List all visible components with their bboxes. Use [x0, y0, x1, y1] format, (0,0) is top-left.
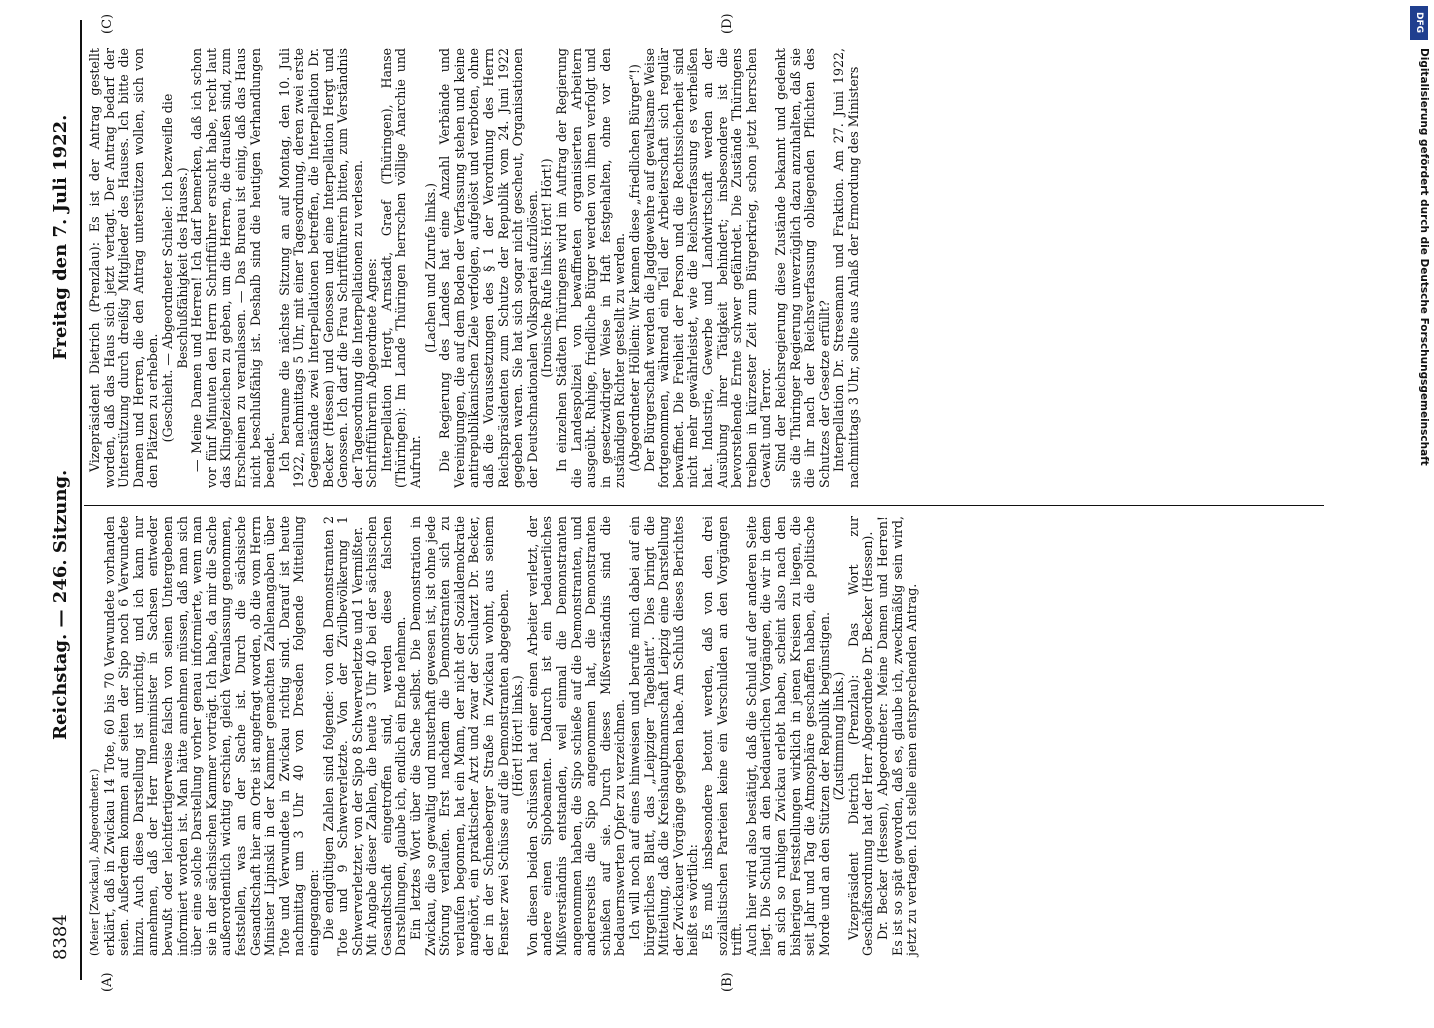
dfg-credit: Digitalisierung gefördert durch die Deutsche Forschungsgemeinschaft — [1418, 48, 1430, 466]
dfg-logo: DFG — [1410, 6, 1428, 40]
left-column — [88, 516, 920, 956]
paragraph: Ein letztes Wort über die Sache selbst. Die Demonstration in Zwickau, die so gewaltig und musterhaft gewesen ist, ist ohne jede Störung verlaufen. Erst nachdem die Demonstranten sich zu verlaufen begonnen, hat ein Mann, der nicht der Sozialdemokratie angehört, ein praktischer Arzt und zwar der Schularzt Dr. Becker, der in der Schneeberger Straße in Zwickau wohnt, aus seinem Fenster zwei Schüsse auf die Demonstranten abgegeben. — [408, 516, 511, 956]
paragraph: erklärt, daß in Zwickau 14 Tote, 60 bis 70 Verwundete vorhanden seien. Außerdem kommen auf seiten der Sipo noch 6 Verwundete hinzu. Auch diese Darstellung ist unrichtig, und ich kann nur annehmen, daß der Herr Innenminister in Sachsen entweder bewußt oder leichtfertigerweise falsch von seinen Untergebenen informiert worden ist. Man hätte annehmen müssen, daß man sich über eine solche Darstellung vorher genau informierte, wenn man sie in der sächsischen Kammer vorträgt. Ich habe, da mir die Sache außerordentlich wichtig erschien, gleich Veranlassung genommen, feststellen, was an der Sache ist. Durch die sächsische Gesandtschaft hier am Orte ist angefragt worden, ob die vom Herrn Minister Lipinski in der Kammer gemachten Zahlenangaben über Tote und Verwundete in Zwickau richtig sind. Darauf ist heute nachmittag um 3 Uhr 40 von Dresden folgende Mitteilung eingegangen: — [101, 516, 321, 956]
paragraph: Ich beraume die nächste Sitzung an auf Montag, den 10. Juli 1922, nachmittags 5 Uhr, mit einer Tagesordnung, deren zwei erste Gegenstände zwei Interpellationen betreffen, die Interpellation Dr. Becker (Hessen) und Genossen und eine Interpellation Hergt und Genossen. Ich darf die Frau Schriftführerin bitten, zum Verständnis der Tagesordnung die Interpellationen zu verlesen. — [276, 48, 365, 488]
running-header — [50, 40, 80, 960]
interpellation: Interpellation Hergt, Arnstadt, Graef (Thüringen), Hanse (Thüringen): Im Lande Thüringen herrschen völlige Anarchie und Aufruhr. — [378, 48, 424, 488]
dfg-strip — [1404, 0, 1434, 1000]
session-date: Freitag den 7. Juli 1922. — [50, 114, 71, 360]
margin-mark-c: (C) — [100, 13, 115, 34]
paragraph: Von diesen beiden Schüssen hat einer einen Arbeiter verletzt, der andere einen Sipobeamten. Dadurch ist ein bedauerliches Mißverständnis entstanden, weil einmal die Demonstranten angenommen haben, die Sipo schieße auf die Demonstranten, und andererseits die Sipo angenommen hat, die Demonstranten schießen auf sie. Durch dieses Mißverständnis sind die bedauernswerten Opfer zu verzeichnen. — [524, 516, 628, 956]
margin-mark-d: (D) — [720, 13, 735, 34]
paragraph: Sind der Reichsregierung diese Zustände bekannt und gedenkt sie die Thüringer Regierung unverzüglich dazu anzuhalten, daß sie die ihr nach der Reichsverfassung obliegenden Pflichten des Schutzes der Gesetze erfüllt? — [772, 48, 832, 488]
header-rule — [80, 20, 82, 980]
column-divider — [84, 505, 1324, 506]
paragraph: Ich will noch auf eines hinweisen und berufe mich dabei auf ein bürgerliches Blatt, das „Leipziger Tageblatt“. Dies bringt die Mitteilung, daß die Kreishauptmannschaft Leipzig eine Darstellung der Zwickauer Vorgänge gegeben habe. Am Schluß dieses Berichtes heißt es wörtlich: — [626, 516, 701, 956]
quoted-paragraph: Es muß insbesondere betont werden, daß von den drei sozialistischen Parteien keine ein Verschulden an den Vorgängen trifft. — [699, 516, 745, 956]
margin-mark-b: (B) — [720, 972, 735, 992]
paragraph: — Meine Damen und Herren! Ich darf bemerken, daß ich schon vor fünf Minuten den Herrn Schriftführer ersucht habe, recht laut das Klingelzeichen zu geben, um die Herren, die draußen sind, zum Erscheinen zu veranlassen. — Das Bureau ist einig, daß das Haus nicht beschlußfähig ist. Deshalb sind die heutigen Verhandlungen beendet. — [189, 48, 278, 488]
page-number: 8384 — [50, 914, 71, 960]
paragraph: Mit Angabe dieser Zahlen, die heute 3 Uhr 40 bei der sächsischen Gesandtschaft eingetroffen sind, werden diese falschen Darstellungen, glaube ich, endlich ein Ende nehmen. — [364, 516, 409, 956]
paragraph: Auch hier wird also bestätigt, daß die Schuld auf der anderen Seite liegt. Die Schuld an den bedauerlichen Vorgängen, die wir in dem an sich so ruhigen Zwickau erlebt haben, scheint also nach den bisherigen Feststellungen wirklich in jenen Kreisen zu liegen, die seit Jahr und Tag die Atmosphäre geschaffen haben, die politische Morde und an den Stützen der Republik begünstigen. — [743, 516, 832, 956]
margin-mark-a: (A) — [100, 972, 115, 992]
paragraph: Die Regierung des Landes hat eine Anzahl Verbände und Vereinigungen, die auf dem Boden der Verfassung stehen und keine antirepublikanischen Ziele verfolgen, aufgelöst und verboten, ohne daß die Voraussetzungen des § 1 der Verordnung des Herrn Reichspräsidenten zum Schutze der Republik vom 24. Juni 1922 gegeben waren. Sie hat sich sogar nicht gescheut, Organisationen der Deutschnationalen Volkspartei aufzulösen. — [437, 48, 540, 488]
interjection: (Ironische Rufe links: Hört! Hört!) — [539, 158, 555, 378]
speaker-line: Schriftführerin Abgeordnete Agnes: — [364, 258, 380, 488]
interjection: (Zustimmung links.) — [831, 671, 847, 801]
quoted-paragraph: Die endgültigen Zahlen sind folgende: von den Demonstranten 2 Tote und 9 Schwerverletzte. Von der Zivilbevölkerung 1 Schwerverletzter, von der Sipo 8 Schwerverletzte und 1 Vermißter. — [320, 516, 365, 956]
paragraph: In einzelnen Städten Thüringens wird im Auftrag der Regierung die Landespolizei von bewaffneten organisierten Arbeitern ausgeübt. Ruhige, friedliche Bürger werden von ihnen verfolgt und in gesetzwidriger Weise in Haft festgehalten, ohne vor den zuständigen Richter gestellt zu werden. — [554, 48, 628, 488]
speaker-paragraph: Dr. Becker (Hessen), Abgeordneter: Meine Damen und Herren! Es ist so spät geworden, daß es, glaube ich, zweckmäßig sein wird, jetzt zu vertagen. Ich stelle einen entsprechenden Antrag. — [875, 516, 920, 956]
interjection: (Lachen und Zurufe links.) — [422, 182, 438, 354]
speaker-paragraph: Vizepräsident Dietrich (Prenzlau): Es ist der Antrag gestellt worden, daß das Haus sich jetzt vertagt. Der Antrag bedarf der Unterstützung durch dreißig Mitglieder des Hauses. Ich bitte die Damen und Herren, die den Antrag unterstützen wollen, sich von den Plätzen zu erheben. — [87, 48, 161, 488]
paragraph: Der Bürgerschaft werden die Jagdgewehre auf gewaltsame Weise fortgenommen, während ein Teil der Arbeiterschaft sich regulär bewaffnet. Die Freiheit der Person und die Rechtssicherheit sind nicht mehr gewährleistet, wie die Reichsverfassung es verheißen hat. Industrie, Gewerbe und Landwirtschaft werden an der Ausübung ihrer Tätigkeit behindert; insbesondere ist die bevorstehende Ernte schwer gefährdet. Die Zustände Thüringens treiben in kürzester Zeit zum Bürgerkrieg, schon jetzt herrschen Gewalt und Terror. — [641, 48, 774, 488]
interpellation: Interpellation Dr. Stresemann und Fraktion. Am 27. Juni 1922, nachmittags 3 Uhr, sollte aus Anlaß der Ermordung des Ministers — [831, 48, 861, 488]
speaker-paragraph: Vizepräsident Dietrich (Prenzlau): Das Wort zur Geschäftsordnung hat der Herr Abgeordnete Dr. Becker (Hessen). — [845, 516, 876, 956]
interjection: (Geschieht. — Abgeordneter Schiele: Ich bezweifle die Beschlußfähigkeit des Hauses.) — [159, 93, 190, 443]
right-column — [88, 48, 861, 488]
session-title: Reichstag. — 246. Sitzung. — [50, 469, 71, 740]
speaker-note: (Meier [Zwickau], Abgeordneter.) — [88, 768, 101, 956]
interjection: (Abgeordneter Höllein: Wir kennen diese „friedlichen Bürger“!) — [626, 64, 642, 472]
interjection: (Hört! Hört! links.) — [510, 675, 526, 797]
